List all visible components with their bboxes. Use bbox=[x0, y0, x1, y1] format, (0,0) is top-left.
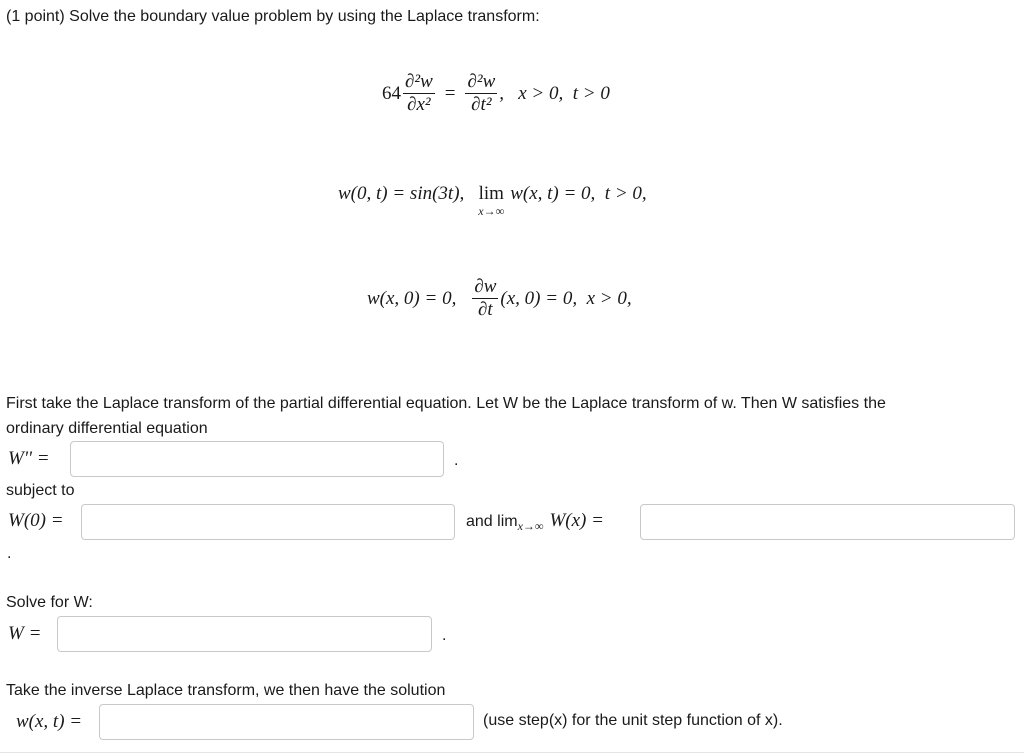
pde-lhs-denominator: ∂x² bbox=[407, 94, 431, 115]
wpp-label: W'' = bbox=[8, 448, 50, 469]
W-period: . bbox=[442, 627, 447, 644]
pde-lhs-numerator: ∂²w bbox=[405, 71, 433, 92]
pde-rhs-fraction bbox=[465, 72, 497, 115]
wpp-period: . bbox=[454, 452, 459, 469]
bottom-divider bbox=[0, 752, 1024, 753]
limit-label-rest: W(x) = bbox=[549, 510, 604, 531]
problem-heading: (1 point) Solve the boundary value problem by using the Laplace transform: bbox=[6, 8, 540, 25]
pde-rhs-numerator: ∂²w bbox=[467, 71, 496, 92]
limit-subscript: x→∞ bbox=[478, 204, 505, 218]
wxt-input[interactable] bbox=[99, 704, 474, 740]
W-label: W = bbox=[8, 623, 42, 644]
limit-and-lim: and lim bbox=[466, 513, 518, 530]
initial-conditions bbox=[367, 277, 632, 320]
W-input[interactable] bbox=[57, 616, 432, 652]
pde-rhs-denominator: ∂t² bbox=[471, 94, 492, 115]
limit-label-subscript: x→∞ bbox=[517, 519, 544, 533]
stray-period: . bbox=[7, 545, 12, 562]
initial-w: w(x, 0) = 0, bbox=[367, 287, 457, 309]
boundary-limit-rest: w(x, t) = 0, t > 0, bbox=[510, 183, 647, 204]
boundary-conditions bbox=[338, 183, 647, 217]
pde-equation bbox=[382, 72, 610, 115]
initial-derivative-fraction bbox=[472, 277, 498, 320]
wpp-input[interactable] bbox=[70, 441, 444, 477]
instruction-line-2: ordinary differential equation bbox=[6, 420, 208, 437]
limit-word: lim bbox=[478, 183, 504, 204]
wxt-label: w(x, t) = bbox=[16, 711, 83, 732]
pde-coefficient: 64 bbox=[382, 82, 401, 104]
step-hint: (use step(x) for the unit step function of x). bbox=[483, 712, 783, 729]
w0-label: W(0) = bbox=[8, 510, 64, 531]
limit-operator bbox=[478, 183, 504, 217]
pde-equals: = bbox=[444, 82, 456, 104]
initial-derivative-denominator: ∂t bbox=[478, 299, 493, 320]
limit-condition-label bbox=[466, 510, 604, 532]
initial-derivative-rest: (x, 0) = 0, x > 0, bbox=[500, 287, 632, 309]
pde-lhs-fraction bbox=[403, 72, 435, 115]
instruction-line-1: First take the Laplace transform of the partial differential equation. Let W be the Laplace transform of w. Then W satisfies the bbox=[6, 395, 886, 412]
w0-input[interactable] bbox=[81, 504, 455, 540]
initial-derivative-numerator: ∂w bbox=[474, 276, 497, 297]
solve-for-label: Solve for W: bbox=[6, 594, 93, 611]
pde-conditions: , x > 0, t > 0 bbox=[499, 82, 610, 104]
boundary-w0: w(0, t) = sin(3t), bbox=[338, 183, 465, 204]
subject-to-label: subject to bbox=[6, 482, 75, 499]
inverse-instruction: Take the inverse Laplace transform, we then have the solution bbox=[6, 682, 446, 699]
limit-input[interactable] bbox=[640, 504, 1015, 540]
